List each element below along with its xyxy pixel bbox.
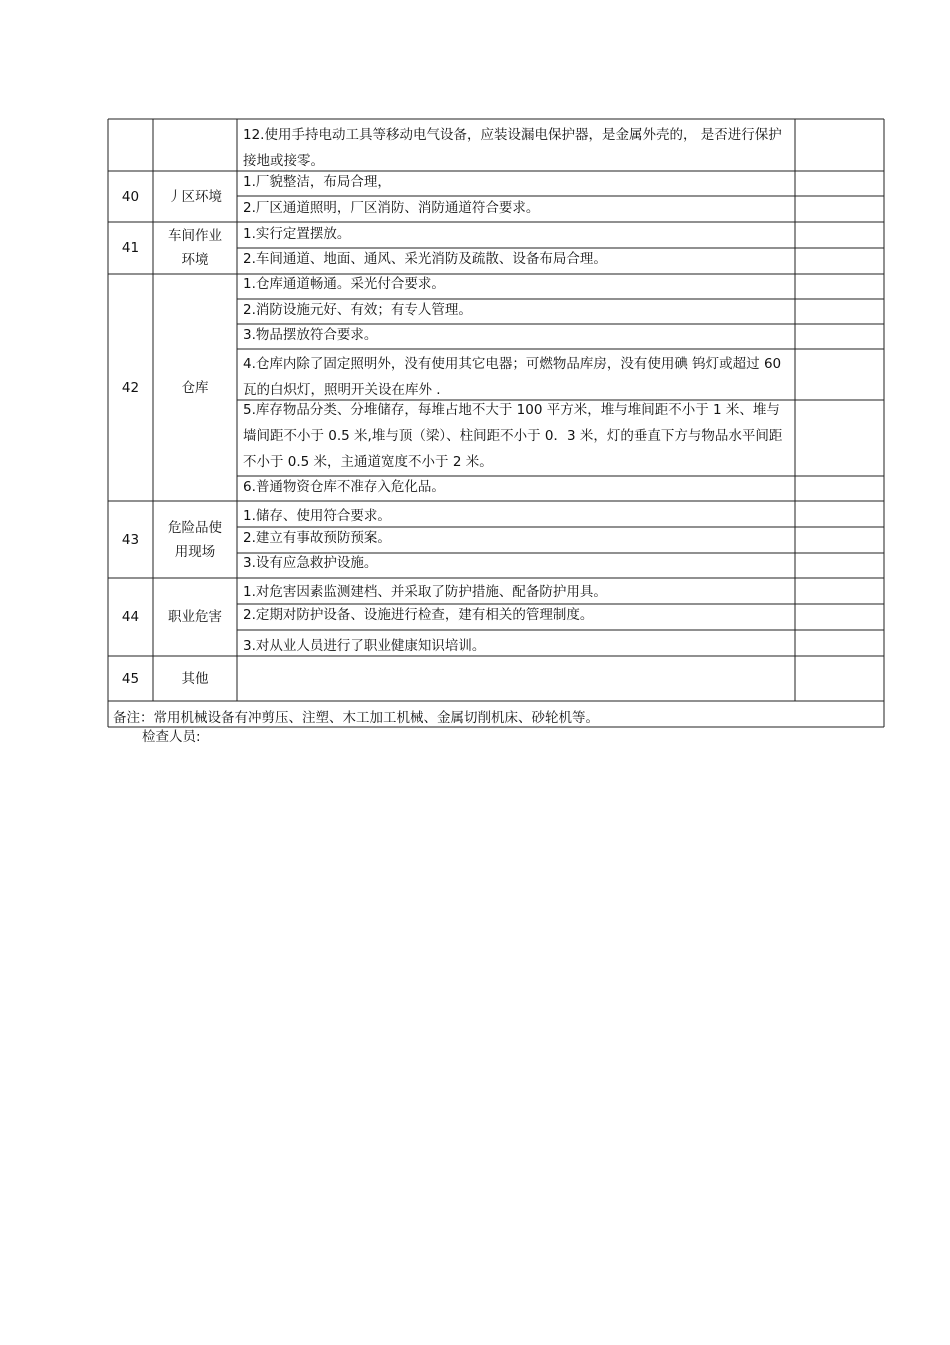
- row-number: 45: [121, 670, 140, 687]
- item-text: 6.普通物资仓库不准存入危化品。: [243, 479, 445, 495]
- item-text: 3.对从业人员进行了职业健康知识培训。: [243, 638, 486, 654]
- row-number: 43: [121, 531, 140, 548]
- item-text: 2.厂区通道照明，厂区消防、消防通道符合要求。: [243, 200, 540, 216]
- row-number: 42: [121, 379, 140, 396]
- item-text: 1.厂貌整洁，布局合理，: [243, 174, 391, 190]
- item-text: 1.仓库通道畅通。采光付合要求。: [243, 276, 445, 292]
- row-number: 44: [121, 609, 140, 625]
- row-category: 车间作业环境: [168, 228, 222, 268]
- item-text: 12.使用手持电动工具等移动电气设备，应装设漏电保护器，是金属外壳的， 是否进行保护接地或接零。: [243, 127, 782, 169]
- item-text: 1.对危害因素监测建档、并采取了防护措施、配备防护用具。: [243, 584, 607, 600]
- item-text: 1.实行定置摆放。: [243, 226, 351, 242]
- item-text: 1.储存、使用符合要求。: [243, 508, 391, 524]
- row-category: 其他: [181, 670, 209, 687]
- row-category: 丿区环境: [168, 188, 222, 205]
- inspector-label: 检查人员:: [142, 729, 201, 745]
- row-number: 40: [121, 188, 140, 205]
- item-text: 5.库存物品分类、分堆储存，每堆占地不大于 100 平方米，堆与堆间距不小于 1 米、堆与墙间距不小于 0.5 米,堆与顶（梁）、柱间距不小于 0．3 米，灯的垂直下方与物品水平间距不小于 0.5 米，主通道宽度不小于 2 米。: [243, 402, 783, 470]
- item-text: 2.建立有事故预防预案。: [243, 530, 391, 546]
- item-text: 2.消防设施元好、有效；有专人管理。: [243, 302, 472, 318]
- item-text: 3.设有应急救护设施。: [243, 555, 378, 571]
- row-category: 仓库: [181, 379, 209, 396]
- item-text: 4.仓库内除了固定照明外，没有使用其它电器；可燃物品库房，没有使用碘 钨灯或超过 60 瓦的白炽灯，照明开关设在库外 .: [243, 356, 782, 398]
- inspection-table: [108, 119, 884, 727]
- row-number: 41: [121, 240, 140, 256]
- row-category: 职业危害: [168, 609, 222, 625]
- item-text: 3.物品摆放符合要求。: [243, 327, 378, 343]
- table-note: 备注：常用机械设备有冲剪压、注塑、木工加工机械、金属切削机床、砂轮机等。: [113, 710, 599, 726]
- item-text: 2.车间通道、地面、通风、采光消防及疏散、设备布局合理。: [243, 251, 607, 267]
- row-category: 危险品使用现场: [168, 519, 222, 560]
- item-text: 2.定期对防护设备、设施进行检查，建有相关的管理制度。: [243, 607, 594, 623]
